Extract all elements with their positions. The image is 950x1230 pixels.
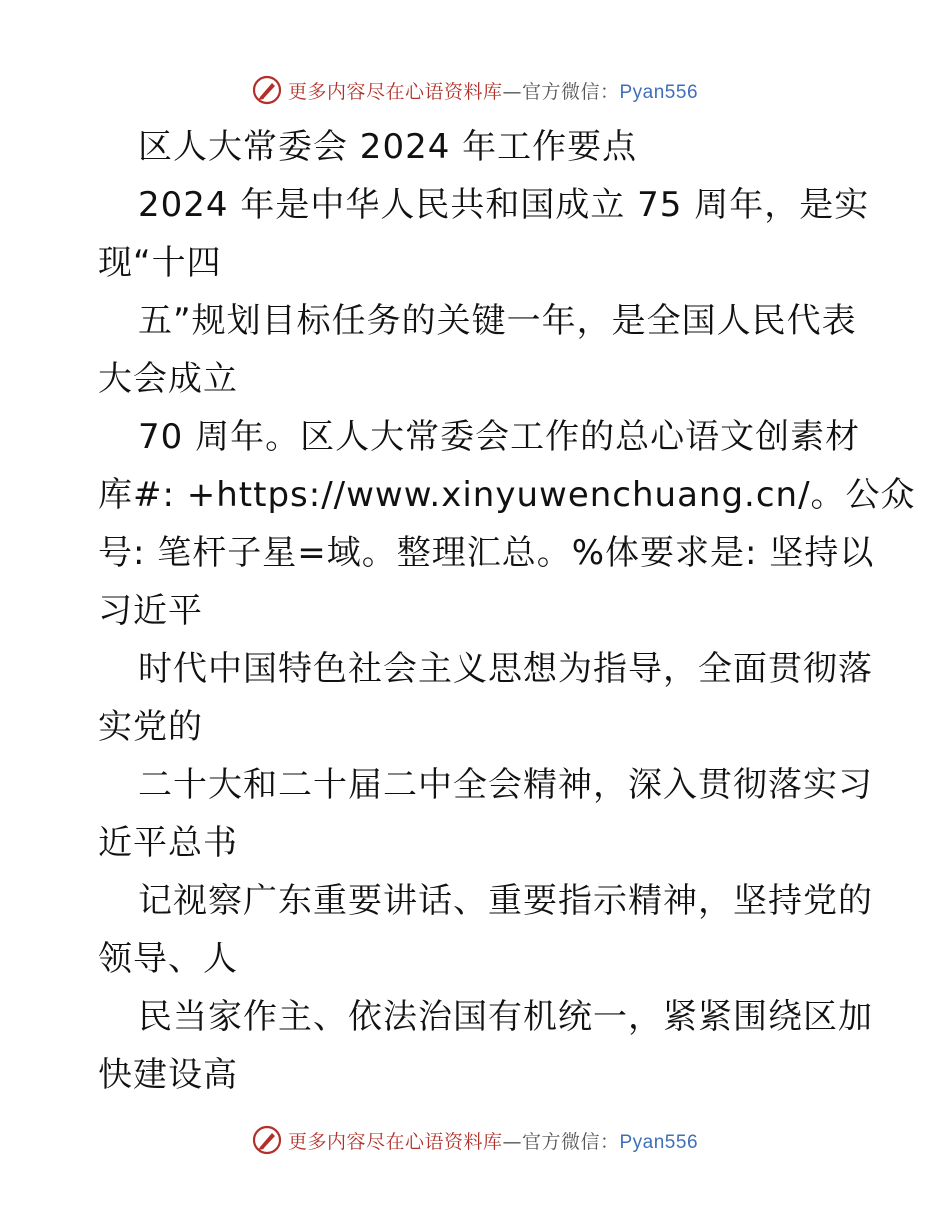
text-line: 库#: +https://www.xinyuwenchuang.cn/。公众 [98,475,916,515]
banner-dash: — [502,1130,522,1153]
text-line: 70 周年。区人大常委会工作的总心语文创素材 [138,417,861,457]
text-line: 习近平 [98,591,203,631]
document-body [98,118,916,1104]
banner-main-text: 更多内容尽在心语资料库 [287,80,503,103]
pen-logo-icon [252,1125,282,1155]
banner-text [288,1127,698,1154]
text-line: 时代中国特色社会主义思想为指导，全面贯彻落 [138,649,873,689]
text-line: 五”规划目标任务的关键一年，是全国人民代表 [138,301,857,341]
document-title: 区人大常委会 2024 年工作要点 [138,127,638,167]
text-line: 2024 年是中华人民共和国成立 75 周年，是实 [138,185,870,225]
banner-text [288,77,698,104]
banner-wechat-label: 官方微信： [521,80,620,103]
text-line: 领导、人 [98,939,238,979]
text-line: 民当家作主、依法治国有机统一，紧紧围绕区加 [138,997,873,1037]
banner-wechat-label: 官方微信： [521,1130,620,1153]
banner-wechat-handle: Pyan556 [619,81,699,103]
text-line: 实党的 [98,707,203,747]
pen-logo-icon [252,75,282,105]
header-banner [0,70,950,110]
text-line: 现“十四 [98,243,222,283]
banner-wechat-handle: Pyan556 [619,1131,699,1153]
banner-main-text: 更多内容尽在心语资料库 [287,1130,503,1153]
text-line: 二十大和二十届二中全会精神，深入贯彻落实习 [138,765,873,805]
banner-dash: — [502,80,522,103]
text-line: 快建设高 [98,1055,238,1095]
footer-banner [0,1120,950,1160]
text-line: 记视察广东重要讲话、重要指示精神，坚持党的 [138,881,873,921]
text-line: 近平总书 [98,823,238,863]
text-line: 号: 笔杆子星=域。整理汇总。%体要求是: 坚持以 [98,533,875,573]
text-line: 大会成立 [98,359,238,399]
